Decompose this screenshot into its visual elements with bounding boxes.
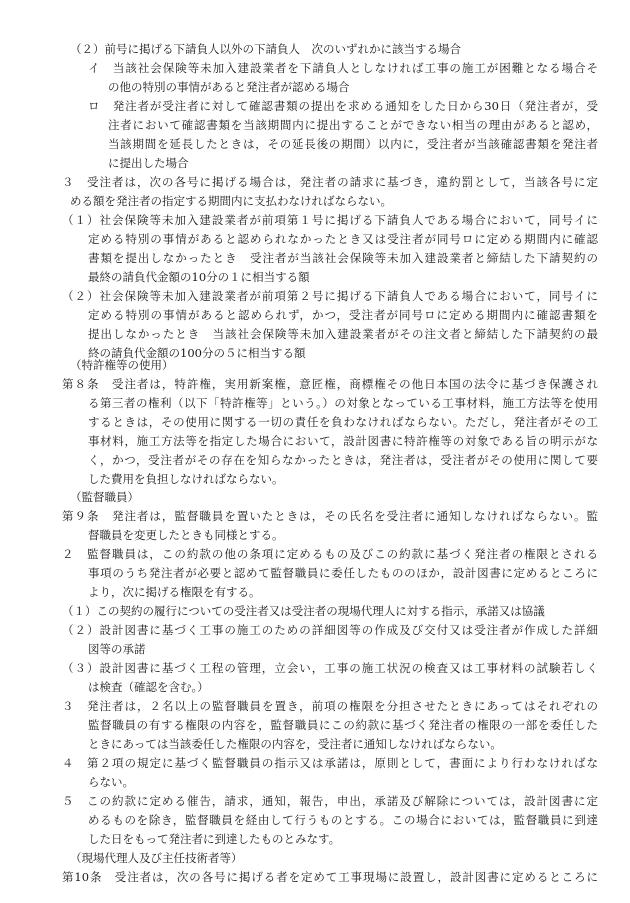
text-line: （特許権等の使用）	[70, 358, 174, 372]
text-line: 注者において確認書類を当該期間内に提出することができない相当の理由があると認め，	[108, 118, 598, 132]
text-line: ４ 第２項の規定に基づく監督職員の指示又は承諾は，原則として，書面により行わなければな	[62, 756, 598, 770]
text-line: （現場代理人及び主任技術者等）	[70, 851, 243, 865]
text-line: （３）設計図書に基づく工程の管理，立会い，工事の施工状況の検査又は工事材料の試験若しく	[62, 661, 598, 675]
text-line: （２）前号に掲げる下請負人以外の下請負人 次のいずれかに該当する場合	[70, 42, 461, 56]
text-line: は検査（確認を含む。）	[88, 680, 209, 694]
text-line: 書類を提出しなかったとき 受注者が当該社会保険等未加入建設業者と締結した下請契約の	[88, 251, 598, 265]
text-line: らない。	[88, 775, 134, 789]
text-line: める額を発注者の指定する期間内に支払わなければならない。	[70, 194, 392, 208]
text-line: 終の請負代金額の100分の５に相当する額	[88, 346, 306, 360]
text-line: る第三者の権利（以下「特許権等」という。）の対象となっている工事材料，施工方法等を使用	[88, 396, 598, 410]
text-line: 監督職員の有する権限の内容を，監督職員にこの約款に基づく発注者の権限の一部を委任した	[88, 718, 598, 732]
text-line: 図等の承諾	[88, 642, 146, 656]
text-line: 第８条 受注者は，特許権，実用新案権，意匠権，商標権その他日本国の法令に基づき保護され	[62, 377, 598, 391]
text-line: 最終の請負代金額の10分の１に相当する額	[88, 270, 310, 284]
text-line: より，次に掲げる権限を有する。	[88, 585, 261, 599]
text-line: ５ この約款に定める催告，請求，通知，報告，申出，承諾及び解除については，設計図書に定	[62, 794, 598, 808]
text-line: するときは，その使用に関する一切の責任を負わなければならない。ただし，発注者がその工	[88, 415, 598, 429]
text-line: 提出しなかったとき 当該社会保険等未加入建設業者がその注文者と締結した下請契約の最	[88, 327, 598, 341]
text-line: した費用を負担しなければならない。	[88, 472, 284, 486]
text-line: した日をもって発注者に到達したものとみなす。	[88, 832, 341, 846]
text-line: ときにあっては当該委任した権限の内容を，受注者に通知しなければならない。	[88, 737, 502, 751]
text-line: ２ 監督職員は，この約款の他の条項に定めるもの及びこの約款に基づく発注者の権限とされる	[62, 547, 598, 561]
text-line: 第10条 受注者は，次の各号に掲げる者を定めて工事現場に設置し，設計図書に定めるところに	[62, 870, 598, 884]
text-line: に提出した場合	[108, 156, 189, 170]
text-line: の他の特別の事情があると発注者が認める場合	[108, 80, 350, 94]
text-line: （２）設計図書に基づく工事の施工のための詳細図等の作成及び交付又は受注者が作成した詳細	[62, 623, 598, 637]
text-line: ３ 受注者は，次の各号に掲げる場合は，発注者の請求に基づき，違約罰として，当該各号に定	[62, 175, 598, 189]
text-line: めるものを除き，監督職員を経由して行うものとする。この場合においては，監督職員に到達	[88, 813, 598, 827]
text-line: く，かつ，受注者がその存在を知らなかったときは，発注者は，受注者がその使用に関して要	[88, 453, 598, 467]
text-line: （１）この契約の履行についての受注者又は受注者の現場代理人に対する指示，承諾又は協議	[62, 604, 545, 618]
text-line: （監督職員）	[70, 490, 139, 504]
text-line: 定める特別の事情があると認められず，かつ，受注者が同号ロに定める期間内に確認書類を	[88, 308, 598, 322]
text-line: 定める特別の事情があると認められなかったとき又は受注者が同号ロに定める期間内に確認	[88, 232, 598, 246]
text-line: （１）社会保険等未加入建設業者が前項第１号に掲げる下請負人である場合において，同号イに	[62, 213, 598, 227]
text-line: 当該期間を延長したときは，その延長後の期間）以内に，受注者が当該確認書類を発注者	[108, 137, 598, 151]
text-line: ロ 発注者が受注者に対して確認書類の提出を求める通知をした日から30日（発注者が，受	[88, 99, 598, 113]
text-line: 第９条 発注者は，監督職員を置いたときは，その氏名を受注者に通知しなければならない。監	[62, 509, 598, 523]
text-line: ３ 発注者は，２名以上の監督職員を置き，前項の権限を分担させたときにあってはそれぞれの	[62, 699, 598, 713]
text-line: イ 当該社会保険等未加入建設業者を下請負人としなければ工事の施工が困難となる場合そ	[88, 61, 598, 75]
text-line: 事材料，施工方法等を指定した場合において，設計図書に特許権等の対象である旨の明示がな	[88, 434, 598, 448]
text-line: 督職員を変更したときも同様とする。	[88, 528, 284, 542]
text-line: 事項のうち発注者が必要と認めて監督職員に委任したもののほか，設計図書に定めるところに	[88, 566, 598, 580]
text-line: （２）社会保険等未加入建設業者が前項第２号に掲げる下請負人である場合において，同号イに	[62, 289, 598, 303]
